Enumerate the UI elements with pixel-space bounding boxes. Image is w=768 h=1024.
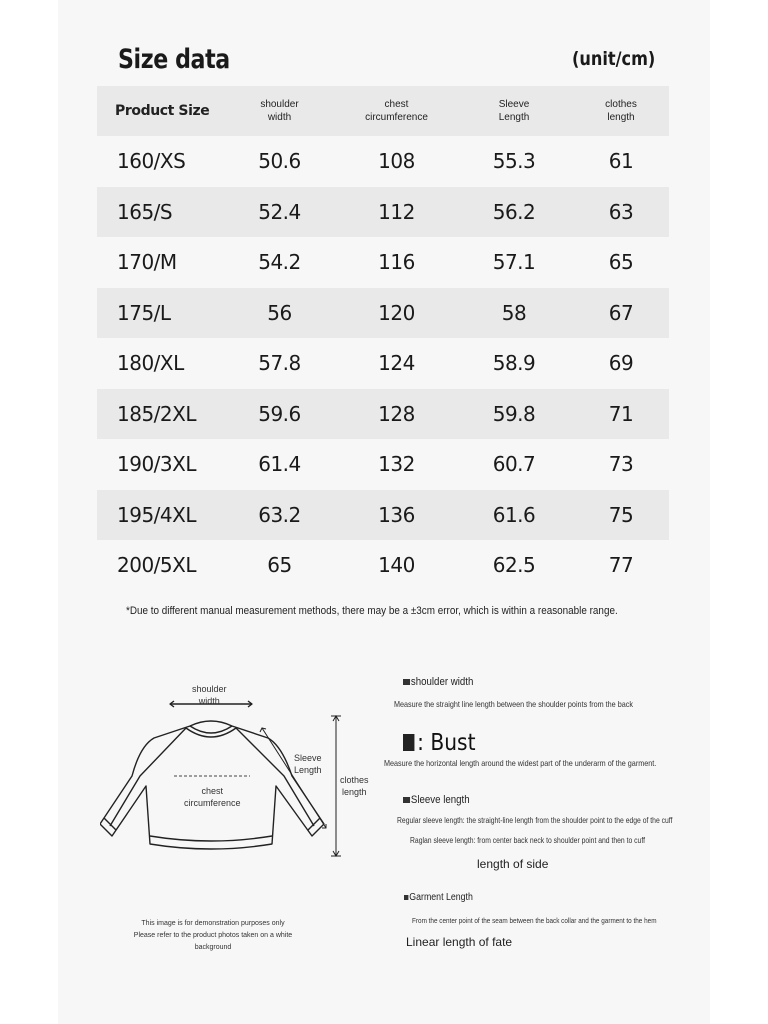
table-row xyxy=(97,136,669,187)
table-row xyxy=(97,187,669,238)
legend-sleeve-desc-raglan: Raglan sleeve length: from center back neck to shoulder point and then to cuff xyxy=(410,836,645,845)
shoulder-cell: 57.8 xyxy=(221,338,338,389)
clothes-cell: 69 xyxy=(573,338,669,389)
table-row xyxy=(97,237,669,288)
diagram-sleeve-label: Sleeve Length xyxy=(294,753,322,775)
table-row xyxy=(97,540,669,591)
shoulder-cell: 61.4 xyxy=(221,439,338,490)
size-cell: 200/5XL xyxy=(97,540,221,591)
sleeve-cell: 55.3 xyxy=(455,136,573,187)
clothes-cell: 77 xyxy=(573,540,669,591)
legend-garment-title: Garment Length xyxy=(404,892,473,903)
chest-cell: 116 xyxy=(338,237,455,288)
header-chest-circumference: chest circumference xyxy=(338,86,455,136)
header-clothes-length: clothes length xyxy=(573,86,669,136)
legend-marker-icon xyxy=(403,679,410,685)
legend-sleeve-side: length of side xyxy=(477,857,549,871)
legend-marker-icon xyxy=(404,895,408,900)
sleeve-cell: 57.1 xyxy=(455,237,573,288)
legend-garment-side: Linear length of fate xyxy=(406,935,513,949)
chest-cell: 108 xyxy=(338,136,455,187)
sleeve-cell: 58 xyxy=(455,288,573,339)
shoulder-cell: 50.6 xyxy=(221,136,338,187)
diagram-chest-label: chest circumference xyxy=(184,786,241,808)
size-cell: 175/L xyxy=(97,288,221,339)
clothes-cell: 61 xyxy=(573,136,669,187)
clothes-cell: 67 xyxy=(573,288,669,339)
legend-bust-title: : Bust xyxy=(403,730,476,756)
clothes-cell: 71 xyxy=(573,389,669,440)
sleeve-cell: 61.6 xyxy=(455,490,573,541)
chest-cell: 120 xyxy=(338,288,455,339)
table-row xyxy=(97,338,669,389)
shoulder-cell: 54.2 xyxy=(221,237,338,288)
table-row xyxy=(97,439,669,490)
legend-marker-icon xyxy=(403,797,410,803)
shoulder-cell: 59.6 xyxy=(221,389,338,440)
measurement-note: *Due to different manual measurement methods, there may be a ±3cm error, which is within a reasonable range. xyxy=(126,605,618,617)
table-row xyxy=(97,288,669,339)
sweater-diagram xyxy=(100,676,380,866)
legend-sleeve-title: Sleeve length xyxy=(403,794,470,806)
unit-label: (unit/cm) xyxy=(572,48,656,70)
legend-marker-icon xyxy=(403,734,414,751)
table-row xyxy=(97,389,669,440)
size-table xyxy=(97,86,669,591)
diagram-clothes-label: clothes length xyxy=(340,775,369,797)
shoulder-cell: 63.2 xyxy=(221,490,338,541)
legend-sleeve-desc-regular: Regular sleeve length: the straight-line length from the shoulder point to the edge of the cuff xyxy=(397,816,673,825)
chest-cell: 136 xyxy=(338,490,455,541)
chest-cell: 128 xyxy=(338,389,455,440)
sleeve-cell: 62.5 xyxy=(455,540,573,591)
legend-shoulder-title: shoulder width xyxy=(403,676,473,688)
size-cell: 195/4XL xyxy=(97,490,221,541)
sleeve-cell: 56.2 xyxy=(455,187,573,238)
chest-cell: 140 xyxy=(338,540,455,591)
diagram-shoulder-label: shoulder width xyxy=(192,684,227,706)
size-cell: 165/S xyxy=(97,187,221,238)
header-product-size: Product Size xyxy=(97,86,221,136)
size-cell: 190/3XL xyxy=(97,439,221,490)
page-title: Size data xyxy=(118,44,230,75)
size-cell: 180/XL xyxy=(97,338,221,389)
shoulder-cell: 56 xyxy=(221,288,338,339)
demo-disclaimer: This image is for demonstration purposes only Please refer to the product photos taken on a white background xyxy=(133,920,293,951)
clothes-cell: 73 xyxy=(573,439,669,490)
sleeve-cell: 59.8 xyxy=(455,389,573,440)
size-cell: 170/M xyxy=(97,237,221,288)
table-row xyxy=(97,490,669,541)
size-cell: 185/2XL xyxy=(97,389,221,440)
clothes-cell: 75 xyxy=(573,490,669,541)
chest-cell: 132 xyxy=(338,439,455,490)
clothes-cell: 65 xyxy=(573,237,669,288)
header-sleeve-length: Sleeve Length xyxy=(455,86,573,136)
size-cell: 160/XS xyxy=(97,136,221,187)
chest-cell: 112 xyxy=(338,187,455,238)
sleeve-cell: 60.7 xyxy=(455,439,573,490)
chest-cell: 124 xyxy=(338,338,455,389)
legend-garment-desc: From the center point of the seam between the back collar and the garment to the hem xyxy=(412,916,657,925)
sleeve-arrow xyxy=(262,728,326,828)
clothes-cell: 63 xyxy=(573,187,669,238)
shoulder-cell: 52.4 xyxy=(221,187,338,238)
legend-shoulder-desc: Measure the straight line length between the shoulder points from the back xyxy=(394,699,633,709)
legend-bust-desc: Measure the horizontal length around the widest part of the underarm of the garment. xyxy=(384,758,657,768)
sleeve-cell: 58.9 xyxy=(455,338,573,389)
table-header-row xyxy=(97,86,669,136)
shoulder-cell: 65 xyxy=(221,540,338,591)
header-shoulder-width: shoulder width xyxy=(221,86,338,136)
